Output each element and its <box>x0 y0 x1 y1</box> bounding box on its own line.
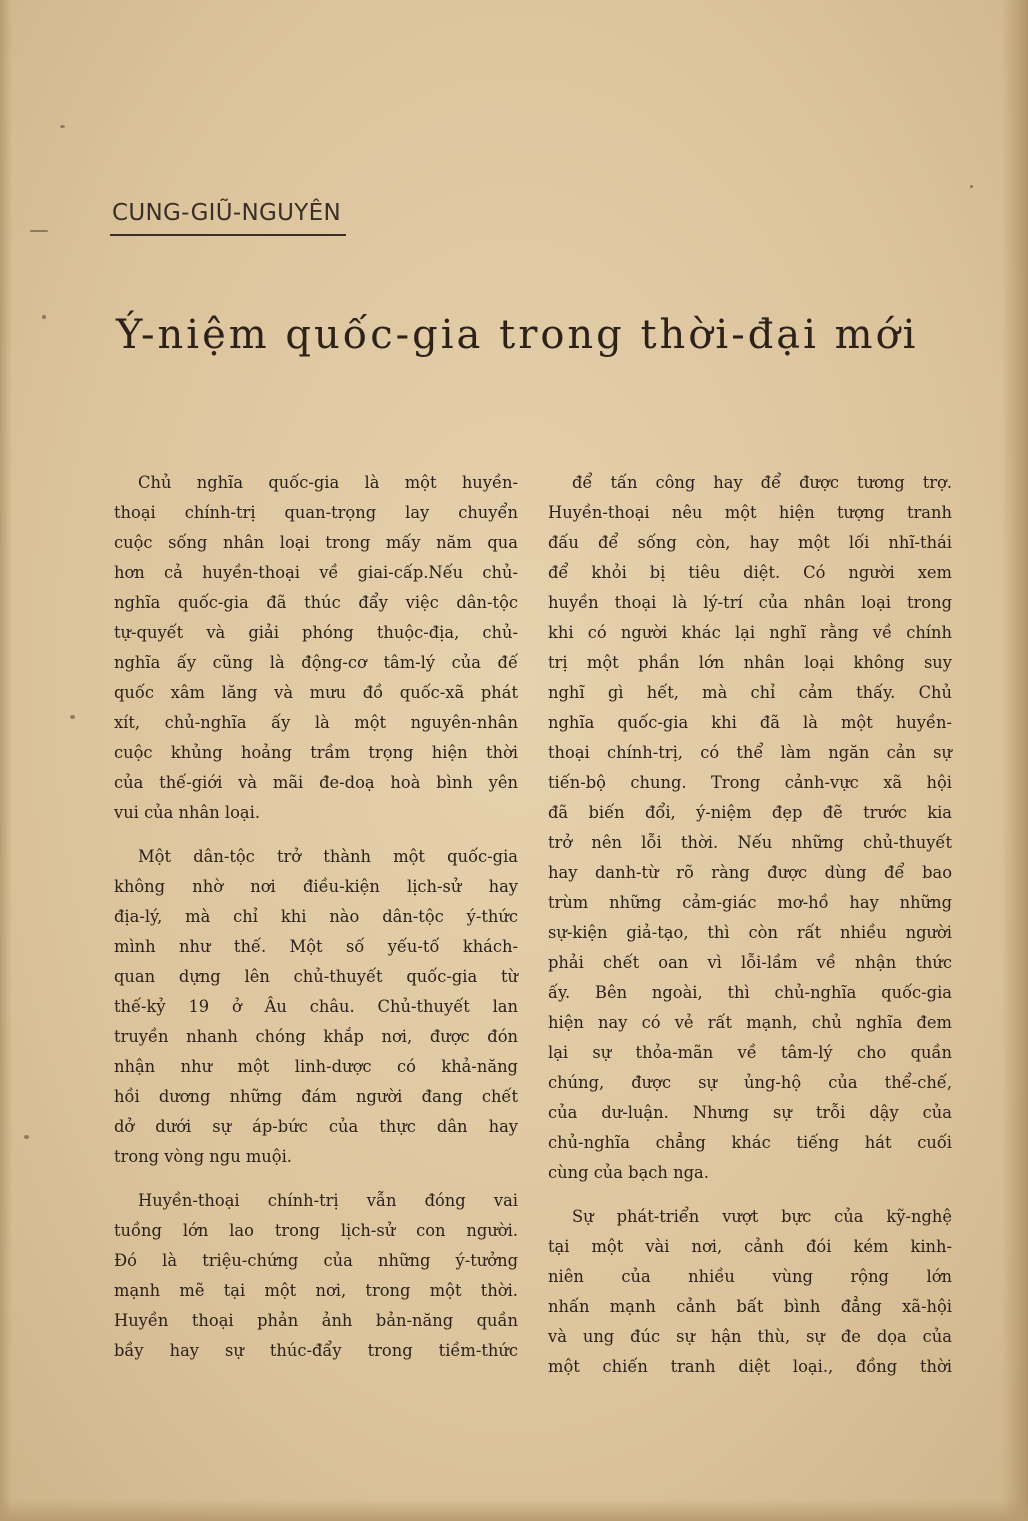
article-author: CUNG-GIŨ-NGUYÊN <box>112 200 341 226</box>
left-column <box>114 468 518 1366</box>
text-line: thoại chính-trị quan-trọng lay chuyển <box>114 503 518 522</box>
page-edge-left <box>0 0 12 1521</box>
text-line: địa-lý, mà chỉ khi nào dân-tộc ý-thức <box>114 907 518 926</box>
text-line: thoại chính-trị, có thể làm ngăn cản sự <box>548 743 952 762</box>
text-line: tuồng lớn lao trong lịch-sử con người. <box>114 1221 518 1240</box>
text-line: Huyền-thoại chính-trị vẫn đóng vai <box>138 1191 518 1210</box>
text-line: nhận như một linh-dược có khả-năng <box>114 1057 518 1076</box>
paragraph <box>114 468 518 828</box>
text-line: xít, chủ-nghĩa ấy là một nguyên-nhân <box>114 713 518 732</box>
text-line: không nhờ nơi điều-kiện lịch-sử hay <box>114 877 518 896</box>
text-line: và ung đúc sự hận thù, sự đe dọa của <box>548 1327 952 1346</box>
text-line: hay danh-từ rõ ràng được dùng để bao <box>548 863 952 882</box>
text-line: vui của nhân loại. <box>114 803 260 822</box>
paper-speck <box>70 715 75 719</box>
paper-speck <box>30 230 48 232</box>
text-line: của dư-luận. Nhưng sự trỗi dậy của <box>548 1103 952 1122</box>
text-line: để khỏi bị tiêu diệt. Có người xem <box>548 563 952 582</box>
paragraph <box>548 1202 952 1382</box>
paragraph <box>114 842 518 1172</box>
text-line: hiện nay có vẻ rất mạnh, chủ nghĩa đem <box>548 1013 952 1032</box>
page-edge-right <box>1002 0 1028 1521</box>
text-line: quốc xâm lăng và mưu đồ quốc-xã phát <box>114 683 518 702</box>
text-line: hơn cả huyền-thoại về giai-cấp.Nếu chủ- <box>114 563 518 582</box>
text-line: đã biến đổi, ý-niệm đẹp đẽ trước kia <box>548 803 952 822</box>
text-line: chúng, được sự ủng-hộ của thể-chế, <box>548 1073 952 1092</box>
text-line: để tấn công hay để được tương trợ. <box>572 473 952 492</box>
text-line: quan dựng lên chủ-thuyết quốc-gia từ <box>114 967 518 986</box>
text-line: trong vòng ngu muội. <box>114 1147 292 1166</box>
text-line: nghĩa ấy cũng là động-cơ tâm-lý của đế <box>114 653 518 672</box>
article-title: Ý-niệm quốc-gia trong thời-đại mới <box>116 312 919 358</box>
text-line: tại một vài nơi, cảnh đói kém kinh- <box>548 1237 952 1256</box>
right-column <box>548 468 952 1382</box>
text-line: dở dưới sự áp-bức của thực dân hay <box>114 1117 518 1136</box>
text-line: Một dân-tộc trở thành một quốc-gia <box>138 847 518 866</box>
text-line: trùm những cảm-giác mơ-hồ hay những <box>548 893 952 912</box>
paragraph <box>114 1186 518 1366</box>
text-line: hồi dương những đám người đang chết <box>114 1087 518 1106</box>
text-line: niên của nhiều vùng rộng lớn <box>548 1267 952 1286</box>
text-line: bầy hay sự thúc-đẩy trong tiềm-thức <box>114 1341 518 1360</box>
text-line: đấu để sống còn, hay một lối nhĩ-thái <box>548 533 952 552</box>
text-line: cuộc khủng hoảng trầm trọng hiện thời <box>114 743 518 762</box>
page-edge-bottom <box>0 1499 1028 1521</box>
paper-speck <box>24 1135 29 1139</box>
text-line: mạnh mẽ tại một nơi, trong một thời. <box>114 1281 518 1300</box>
text-line: tiến-bộ chung. Trong cảnh-vực xã hội <box>548 773 952 792</box>
paper-speck <box>970 185 973 188</box>
text-line: một chiến tranh diệt loại., đồng thời <box>548 1357 952 1376</box>
text-line: Sự phát-triển vượt bực của kỹ-nghệ <box>572 1207 952 1226</box>
text-line: nghĩ gì hết, mà chỉ cảm thấy. Chủ <box>548 683 952 702</box>
text-line: lại sự thỏa-mãn về tâm-lý cho quần <box>548 1043 952 1062</box>
text-line: cuộc sống nhân loại trong mấy năm qua <box>114 533 518 552</box>
text-line: tự-quyết và giải phóng thuộc-địa, chủ- <box>114 623 518 642</box>
text-line: mình như thế. Một số yếu-tố khách- <box>114 937 518 956</box>
text-line: sự-kiện giả-tạo, thì còn rất nhiều người <box>548 923 952 942</box>
text-line: Đó là triệu-chứng của những ý-tưởng <box>114 1251 518 1270</box>
text-line: Chủ nghĩa quốc-gia là một huyền- <box>138 473 518 492</box>
text-line: của thế-giới và mãi đe-doạ hoà bình yên <box>114 773 518 792</box>
text-line: nhấn mạnh cảnh bất bình đẳng xã-hội <box>548 1297 952 1316</box>
paper-speck <box>60 125 65 128</box>
text-line: khi có người khác lại nghĩ rằng về chính <box>548 623 952 642</box>
paper-speck <box>42 315 46 319</box>
text-line: trị một phần lớn nhân loại không suy <box>548 653 952 672</box>
text-line: phải chết oan vì lỗi-lầm về nhận thức <box>548 953 952 972</box>
author-underline <box>110 234 346 236</box>
text-line: truyền nhanh chóng khắp nơi, được đón <box>114 1027 518 1046</box>
text-line: ấy. Bên ngoài, thì chủ-nghĩa quốc-gia <box>548 983 952 1002</box>
text-line: cùng của bạch nga. <box>548 1163 709 1182</box>
text-line: Huyền-thoại nêu một hiện tượng tranh <box>548 503 952 522</box>
text-line: thế-kỷ 19 ở Âu châu. Chủ-thuyết lan <box>114 997 518 1016</box>
paragraph <box>548 468 952 1188</box>
text-line: huyền thoại là lý-trí của nhân loại trong <box>548 593 952 612</box>
text-line: trở nên lỗi thời. Nếu những chủ-thuyết <box>548 833 952 852</box>
text-line: chủ-nghĩa chẳng khác tiếng hát cuối <box>548 1133 952 1152</box>
text-line: nghĩa quốc-gia đã thúc đẩy việc dân-tộc <box>114 593 518 612</box>
text-line: Huyền thoại phản ảnh bản-năng quần <box>114 1311 518 1330</box>
text-line: nghĩa quốc-gia khi đã là một huyền- <box>548 713 952 732</box>
